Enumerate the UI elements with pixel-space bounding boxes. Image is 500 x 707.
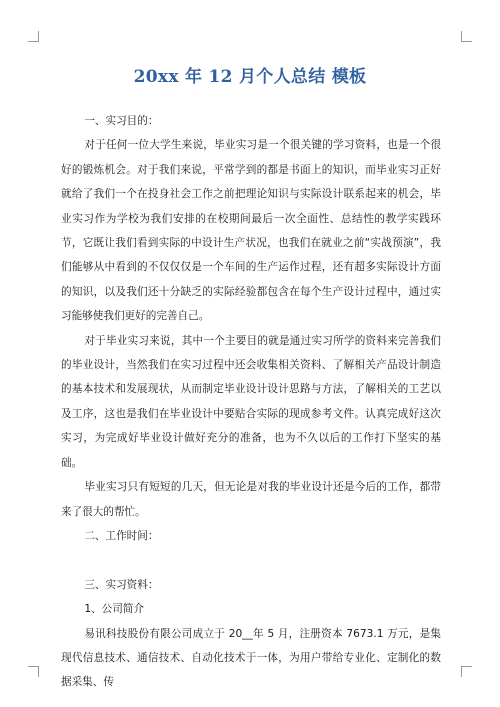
section-heading-work-time: 二、工作时间： xyxy=(84,529,159,542)
paragraph-purpose-1: 对于任何一位大学生来说，毕业实习是一个很关键的学习资料，也是一个很好的锻炼机会。对于我们来说，平常学到的都是书面上的知识，而毕业实习正好就给了我们一个在投身社会工作之前把理论知识与实际设计联系起来的机会，毕业实习作为学校为我们安排的在校期间最后一次全面性、总结性的教学实践环节，它既让我们看到实际的中设计生产状况，也我们在就业之前“实战预演”，我们能够从中看到的不仅仅仅是一个车间的生产运作过程，还有超多实际设计方面的知识，以及我们还十分缺乏的实际经验都包含在每个生产设计过程中，通过实习能够使我们更好的完善自己。 xyxy=(61,139,441,323)
paragraph-purpose-2: 对于毕业实习来说，其中一个主要目的就是通过实习所学的资料来完善我们的毕业设计，当然我们在实习过程中还会收集相关资料、了解相关产品设计制造的基本技术和发展现状，从而制定毕业设计设计思路与方法，了解相关的工艺以及工序，这也是我们在毕业设计中要贴合实际的现成参考文件。认真完成好这次实习，为完成好毕业设计做好充分的准备，也为不久以后的工作打下坚实的基础。 xyxy=(61,334,441,469)
crop-mark-top-left xyxy=(28,31,39,42)
section-heading-materials: 三、实习资料： xyxy=(84,578,159,591)
section-heading-purpose: 一、实习目的： xyxy=(84,115,159,127)
crop-mark-bottom-right xyxy=(461,666,472,677)
blank-line xyxy=(61,548,441,572)
crop-mark-bottom-left xyxy=(28,666,39,677)
document-title: 20xx 年 12 月个人总结 模板 xyxy=(133,67,367,87)
subheading-company-profile: 1、公司简介 xyxy=(84,603,145,616)
crop-mark-top-right xyxy=(461,31,472,42)
paragraph-purpose-3: 毕业实习只有短短的几天，但无论是对我的毕业设计还是今后的工作，都带来了很大的帮忙。 xyxy=(61,481,441,518)
document-body xyxy=(61,109,441,695)
paragraph-company-profile: 易讯科技股份有限公司成立于 20__年 5 月，注册资本 7673.1 万元，是集现代信息技术、通信技术、自动化技术于一体，为用户带给专业化、定制化的数据采集、传 xyxy=(61,627,441,689)
